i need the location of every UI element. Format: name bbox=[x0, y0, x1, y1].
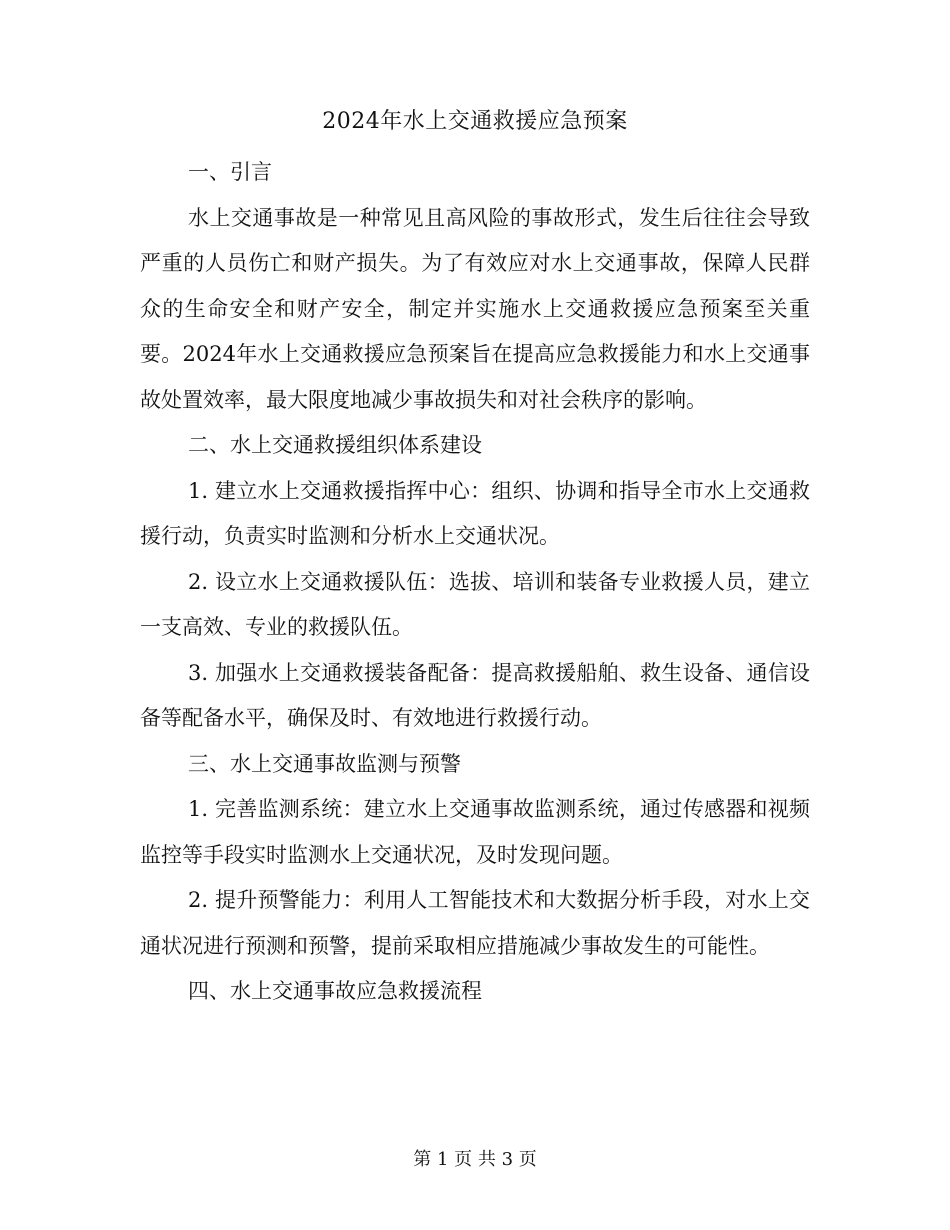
list-item-early-warning: 2. 提升预警能力：利用人工智能技术和大数据分析手段，对水上交通状况进行预测和预警，提前采取相应措施减少事故发生的可能性。 bbox=[140, 888, 810, 958]
page-number-footer: 第 1 页 共 3 页 bbox=[413, 1149, 537, 1170]
list-item-rescue-team: 2. 设立水上交通救援队伍：选拔、培训和装备专业救援人员，建立一支高效、专业的救援队伍。 bbox=[140, 569, 810, 639]
document-title: 2024年水上交通救援应急预案 bbox=[322, 109, 628, 134]
section-heading-monitoring: 三、水上交通事故监测与预警 bbox=[188, 751, 461, 776]
list-item-equipment: 3. 加强水上交通救援装备配备：提高救援船舶、救生设备、通信设备等配备水平，确保及时、有效地进行救援行动。 bbox=[140, 660, 810, 730]
section-heading-organization: 二、水上交通救援组织体系建设 bbox=[188, 433, 482, 457]
list-item-command-center: 1. 建立水上交通救援指挥中心：组织、协调和指导全市水上交通救援行动，负责实时监测和分析水上交通状况。 bbox=[140, 478, 810, 548]
paragraph-introduction: 水上交通事故是一种常见且高风险的事故形式，发生后往往会导致严重的人员伤亡和财产损失。为了有效应对水上交通事故，保障人民群众的生命安全和财产安全，制定并实施水上交通救援应急预案至关重要。2024年水上交通救援应急预案旨在提高应急救援能力和水上交通事故处置效率，最大限度地减少事故损失和对社会秩序的影响。 bbox=[140, 205, 810, 412]
document-body bbox=[140, 150, 810, 1015]
section-heading-introduction: 一、引言 bbox=[188, 160, 272, 184]
section-heading-response-process: 四、水上交通事故应急救援流程 bbox=[188, 979, 482, 1003]
list-item-monitoring-system: 1. 完善监测系统：建立水上交通事故监测系统，通过传感器和视频监控等手段实时监测水上交通状况，及时发现问题。 bbox=[140, 797, 810, 867]
